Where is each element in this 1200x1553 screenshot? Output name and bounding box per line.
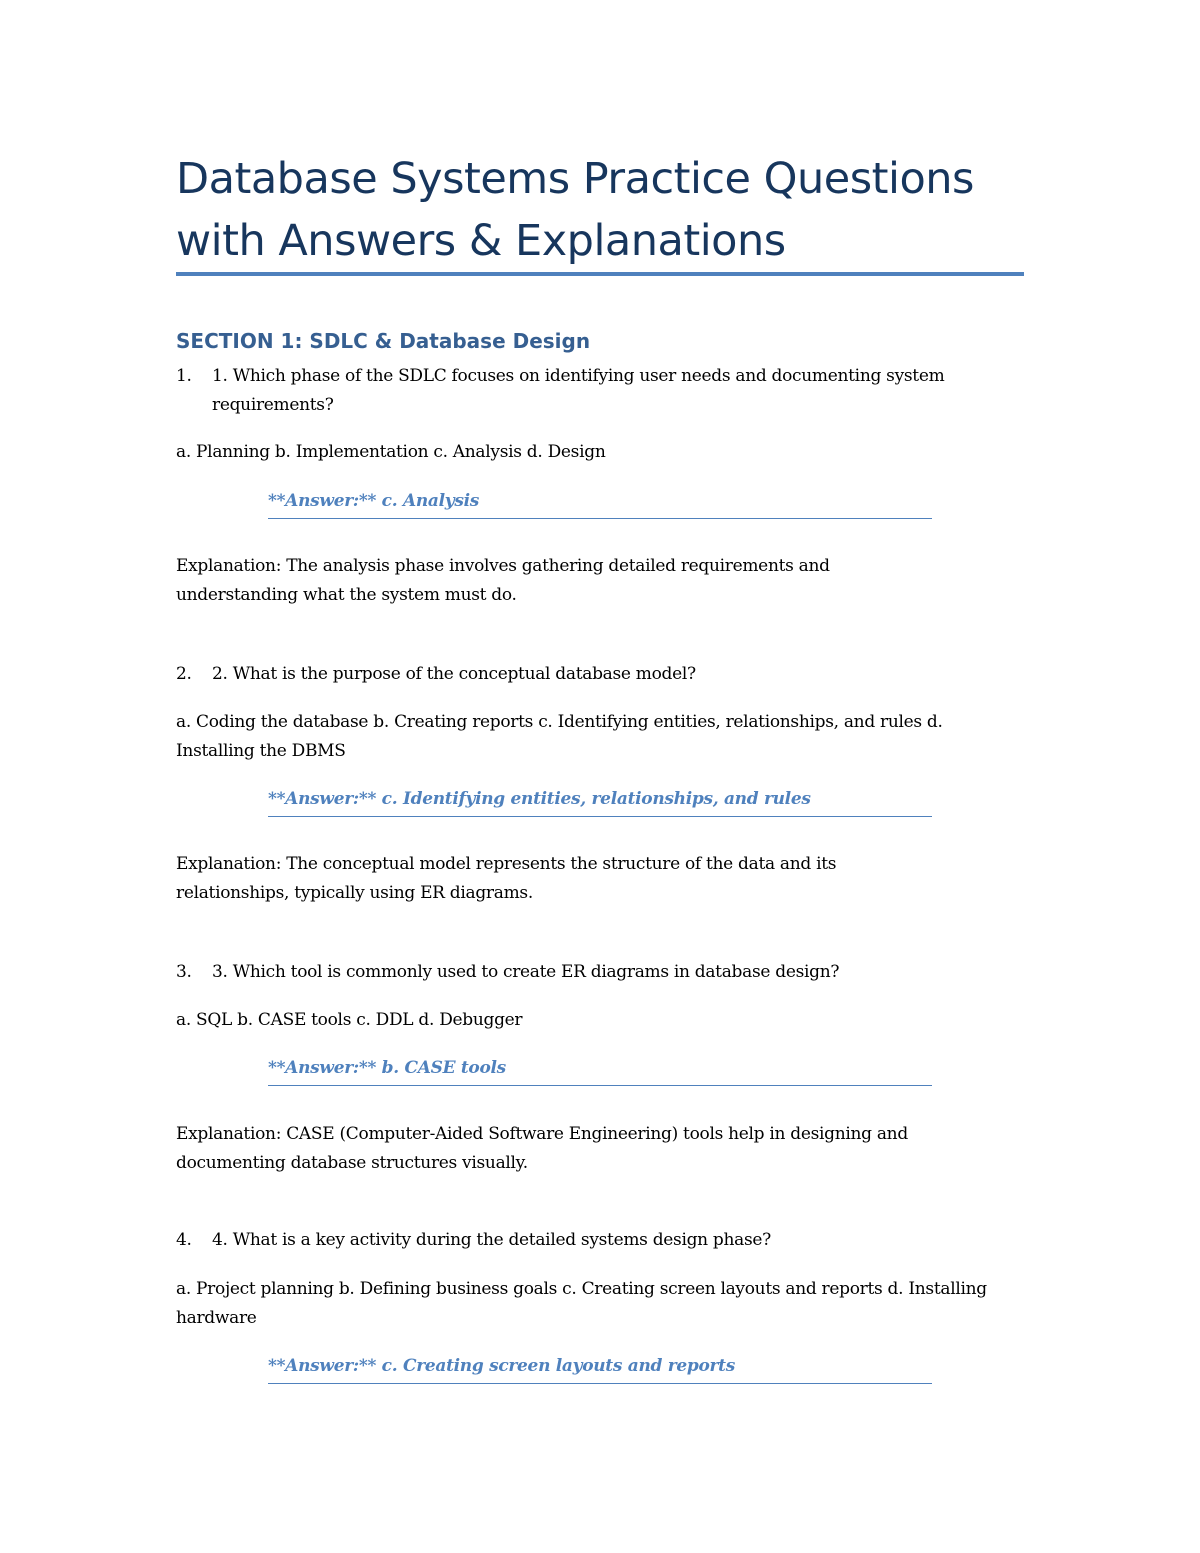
explanation-text: Explanation: The analysis phase involves gathering detailed requirements and understanding what the system must do. [176,556,830,605]
question-number: 2. [176,664,192,684]
question-text: 3. Which tool is commonly used to create ER diagrams in database design? [212,962,840,982]
answer-callout: **Answer:** c. Creating screen layouts and reports [268,1353,932,1384]
answer-callout: **Answer:** c. Identifying entities, relationships, and rules [268,786,932,817]
question-number: 3. [176,962,192,982]
section-heading: SECTION 1: SDLC & Database Design [176,329,591,353]
question-number: 4. [176,1230,192,1250]
answer-options: a. Project planning b. Defining business goals c. Creating screen layouts and reports d. Installing hardware [176,1279,987,1328]
answer-callout: **Answer:** b. CASE tools [268,1055,932,1086]
answer-options: a. Coding the database b. Creating reports c. Identifying entities, relationships, and rules d. Installing the DBMS [176,712,943,761]
answer-options: a. Planning b. Implementation c. Analysis d. Design [176,442,606,462]
title-underline [176,272,1024,276]
question-number: 1. [176,366,192,386]
question-text: 4. What is a key activity during the detailed systems design phase? [212,1230,771,1250]
document-title: Database Systems Practice Questions with Answers & Explanations [176,154,974,266]
explanation-text: Explanation: CASE (Computer-Aided Software Engineering) tools help in designing and documenting database structures visually. [176,1124,908,1173]
answer-callout: **Answer:** c. Analysis [268,488,932,519]
answer-options: a. SQL b. CASE tools c. DDL d. Debugger [176,1010,523,1030]
question-text: 2. What is the purpose of the conceptual database model? [212,664,696,684]
explanation-text: Explanation: The conceptual model represents the structure of the data and its relationships, typically using ER diagrams. [176,854,837,903]
question-text: 1. Which phase of the SDLC focuses on identifying user needs and documenting system requirements? [212,366,945,415]
